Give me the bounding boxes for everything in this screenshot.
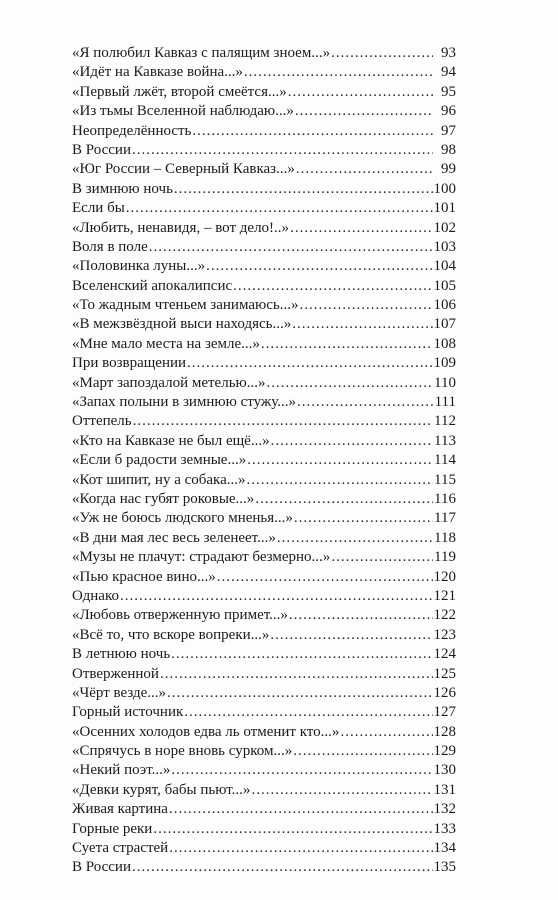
toc-entry-page-number: 99 [441, 161, 456, 178]
toc-entry-title: Воля в поле [72, 238, 148, 255]
toc-entry-page-number: 124 [433, 646, 456, 663]
dot-leader [167, 684, 432, 703]
toc-entry-title: Горный источник [72, 704, 184, 721]
toc-entry-page-number: 134 [433, 840, 456, 857]
toc-entry [72, 257, 456, 276]
toc-entry-title: В летнюю ночь [72, 646, 171, 663]
toc-entry [72, 529, 456, 548]
toc-entry [72, 548, 456, 567]
toc-entry-title: «Половинка луны...» [72, 258, 206, 275]
dot-leader [247, 471, 433, 490]
toc-entry [72, 626, 456, 645]
dot-leader [289, 606, 433, 625]
toc-entry-title: «Кто на Кавказе не был ещё...» [72, 432, 270, 449]
toc-entry-title: «В межзвёздной выси находясь...» [72, 316, 292, 333]
toc-entry-title: «Любовь отверженную примет...» [72, 607, 288, 624]
toc-entry [72, 141, 456, 160]
toc-entry [72, 393, 456, 412]
dot-leader [255, 490, 433, 509]
toc-entry-page-number: 135 [433, 859, 456, 876]
toc-entry-title: «Первый лжёт, второй смеётся...» [72, 83, 287, 100]
toc-entry-page-number: 127 [433, 704, 456, 721]
toc-entry-page-number: 131 [433, 781, 456, 798]
dot-leader [290, 219, 432, 238]
toc-entry-page-number: 106 [433, 297, 456, 314]
toc-entry-title: «Из тьмы Вселенной наблюдаю...» [72, 103, 294, 120]
toc-entry-title: В России [72, 141, 131, 158]
toc-entry [72, 800, 456, 819]
toc-entry-page-number: 120 [433, 568, 456, 585]
toc-entry-page-number: 123 [433, 626, 456, 643]
toc-entry [72, 277, 456, 296]
dot-leader [133, 412, 433, 431]
toc-entry-page-number: 96 [441, 103, 456, 120]
table-of-contents [72, 44, 456, 878]
toc-entry [72, 199, 456, 218]
toc-entry [72, 432, 456, 451]
dot-leader [169, 839, 432, 858]
toc-entry [72, 684, 456, 703]
toc-entry [72, 412, 456, 431]
dot-leader [160, 665, 433, 684]
toc-entry-title: «В дни мая лес весь зеленеет...» [72, 529, 276, 546]
dot-leader [297, 393, 433, 412]
toc-entry-page-number: 100 [433, 180, 456, 197]
toc-entry-page-number: 125 [433, 665, 456, 682]
toc-entry-title: «Чёрт везде...» [72, 684, 167, 701]
toc-entry-title: «Девки курят, бабы пьют...» [72, 781, 251, 798]
toc-entry-page-number: 122 [433, 607, 456, 624]
toc-entry-page-number: 126 [433, 684, 456, 701]
toc-entry [72, 568, 456, 587]
toc-entry-page-number: 113 [434, 432, 456, 449]
toc-entry [72, 83, 456, 102]
dot-leader [299, 296, 432, 315]
toc-entry [72, 180, 456, 199]
toc-entry [72, 509, 456, 528]
toc-entry [72, 102, 456, 121]
toc-entry [72, 723, 456, 742]
dot-leader [169, 800, 433, 819]
toc-entry [72, 160, 456, 179]
toc-entry-page-number: 109 [433, 355, 456, 372]
dot-leader [244, 63, 433, 82]
toc-entry [72, 490, 456, 509]
toc-entry [72, 606, 456, 625]
toc-entry-title: «То жадным чтеньем занимаюсь...» [72, 297, 299, 314]
dot-leader [126, 199, 433, 218]
toc-entry-page-number: 97 [441, 122, 456, 139]
toc-entry [72, 374, 456, 393]
dot-leader [171, 645, 432, 664]
dot-leader [171, 761, 432, 780]
dot-leader [296, 160, 433, 179]
dot-leader [293, 742, 432, 761]
toc-entry-page-number: 121 [433, 587, 456, 604]
dot-leader [331, 44, 433, 63]
toc-entry [72, 354, 456, 373]
toc-entry-page-number: 95 [441, 83, 456, 100]
dot-leader [187, 354, 432, 373]
dot-leader [261, 335, 433, 354]
dot-leader [120, 587, 433, 606]
toc-entry-title: Суета страстей [72, 840, 169, 857]
toc-entry-title: «Запах полыни в зимнюю стужу...» [72, 394, 297, 411]
toc-entry-title: Отверженной [72, 665, 159, 682]
toc-entry-page-number: 128 [433, 723, 456, 740]
toc-entry-page-number: 117 [434, 510, 456, 527]
toc-entry-page-number: 105 [433, 277, 456, 294]
dot-leader [340, 723, 432, 742]
dot-leader [174, 180, 433, 199]
toc-entry-title: Живая картина [72, 801, 168, 818]
toc-entry-title: «Пью красное вино...» [72, 568, 216, 585]
toc-entry-title: «Я полюбил Кавказ с палящим зноем...» [72, 45, 331, 61]
toc-entry-page-number: 94 [441, 64, 456, 81]
dot-leader [270, 626, 432, 645]
toc-entry-title: «Уж не боюсь людского мненья...» [72, 510, 293, 527]
dot-leader [277, 529, 433, 548]
toc-entry-title: Если бы [72, 200, 125, 217]
toc-entry-page-number: 107 [433, 316, 456, 333]
toc-entry-page-number: 103 [433, 238, 456, 255]
toc-entry-page-number: 115 [434, 471, 456, 488]
toc-entry-title: Вселенский апокалипсис [72, 277, 233, 294]
dot-leader [271, 432, 433, 451]
dot-leader [295, 102, 433, 121]
toc-entry [72, 858, 456, 877]
toc-entry-title: «Идёт на Кавказе война...» [72, 64, 243, 81]
toc-entry [72, 742, 456, 761]
dot-leader [267, 374, 434, 393]
toc-entry [72, 63, 456, 82]
toc-entry-title: «Юг России – Северный Кавказ...» [72, 161, 295, 178]
toc-entry [72, 587, 456, 606]
dot-leader [153, 820, 432, 839]
toc-entry-page-number: 93 [441, 45, 456, 61]
toc-entry-title: «Любить, ненавидя, – вот дело!..» [72, 219, 290, 236]
toc-entry [72, 44, 456, 63]
toc-entry-title: «Если б радости земные...» [72, 452, 247, 469]
dot-leader [132, 858, 433, 877]
toc-entry-title: Оттепель [72, 413, 132, 430]
dot-leader [206, 257, 432, 276]
dot-leader [192, 122, 433, 141]
toc-entry-page-number: 130 [433, 762, 456, 779]
toc-entry-page-number: 132 [433, 801, 456, 818]
dot-leader [184, 703, 432, 722]
toc-entry-page-number: 119 [434, 549, 456, 566]
toc-entry-title: «Когда нас губят роковые...» [72, 490, 255, 507]
dot-leader [217, 568, 433, 587]
toc-entry [72, 820, 456, 839]
toc-entry [72, 839, 456, 858]
dot-leader [288, 83, 433, 102]
toc-entry [72, 665, 456, 684]
toc-entry-title: Однако [72, 587, 119, 604]
toc-entry-page-number: 102 [433, 219, 456, 236]
toc-entry-title: «Мне мало места на земле...» [72, 335, 260, 352]
toc-entry-page-number: 116 [434, 490, 456, 507]
dot-leader [251, 781, 432, 800]
toc-entry [72, 238, 456, 257]
toc-entry-title: Неопределённость [72, 122, 192, 139]
toc-entry-title: «Всё то, что вскоре вопреки...» [72, 626, 270, 643]
toc-entry [72, 703, 456, 722]
toc-entry [72, 645, 456, 664]
toc-entry-page-number: 108 [433, 335, 456, 352]
toc-entry-title: В зимнюю ночь [72, 180, 173, 197]
toc-entry-page-number: 118 [434, 529, 456, 546]
dot-leader [233, 277, 432, 296]
toc-entry-page-number: 98 [441, 141, 456, 158]
toc-entry-page-number: 104 [433, 258, 456, 275]
toc-entry [72, 315, 456, 334]
toc-entry-title: В России [72, 859, 131, 876]
dot-leader [292, 315, 432, 334]
toc-entry [72, 296, 456, 315]
dot-leader [294, 509, 433, 528]
toc-entry-title: «Кот шипит, ну а собака...» [72, 471, 246, 488]
toc-entry-page-number: 114 [434, 452, 456, 469]
toc-entry [72, 335, 456, 354]
dot-leader [132, 141, 433, 160]
toc-entry-title: «Музы не плачут: страдают безмерно...» [72, 549, 331, 566]
toc-entry-title: Горные реки [72, 820, 153, 837]
toc-entry-title: При возвращении [72, 355, 187, 372]
toc-entry [72, 451, 456, 470]
dot-leader [149, 238, 433, 257]
toc-entry [72, 761, 456, 780]
toc-entry [72, 122, 456, 141]
dot-leader [331, 548, 433, 567]
toc-entry [72, 219, 456, 238]
toc-entry-title: «Март запоздалой метелью...» [72, 374, 266, 391]
toc-entry-page-number: 133 [433, 820, 456, 837]
toc-entry-page-number: 112 [434, 413, 456, 430]
toc-entry [72, 781, 456, 800]
toc-entry-title: «Спрячусь в норе вновь сурком...» [72, 743, 293, 760]
toc-entry-page-number: 110 [434, 374, 456, 391]
toc-entry [72, 471, 456, 490]
toc-entry-page-number: 101 [433, 200, 456, 217]
toc-entry-page-number: 111 [434, 394, 456, 411]
toc-entry-title: «Осенних холодов едва ль отменит кто...» [72, 723, 340, 740]
toc-entry-page-number: 129 [433, 743, 456, 760]
toc-entry-title: «Некий поэт...» [72, 762, 171, 779]
dot-leader [247, 451, 433, 470]
